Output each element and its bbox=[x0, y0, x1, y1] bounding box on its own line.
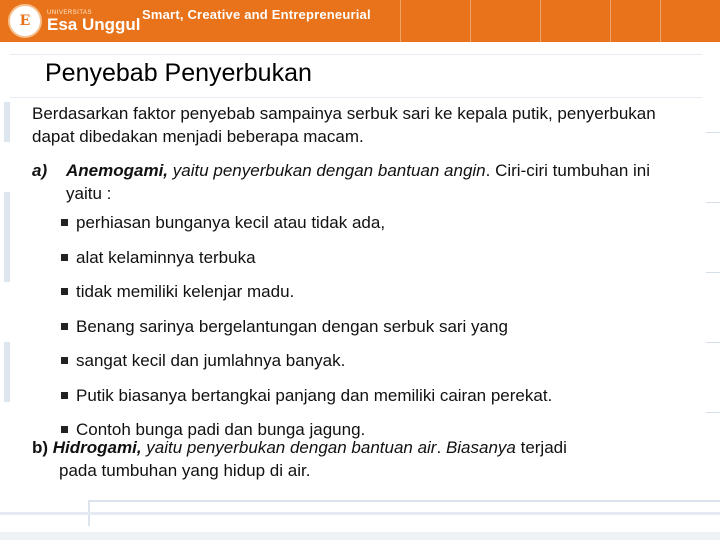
footer-decoration bbox=[0, 500, 720, 540]
bullet-square-icon bbox=[61, 323, 68, 330]
item-a-term: Anemogami, bbox=[66, 161, 169, 180]
bullet-square-icon bbox=[61, 219, 68, 226]
list-item-text: alat kelaminnya terbuka bbox=[76, 247, 256, 267]
emblem-icon: E bbox=[8, 4, 42, 38]
list-item bbox=[60, 315, 552, 350]
header-bar bbox=[0, 0, 720, 42]
bullet-square-icon bbox=[61, 254, 68, 261]
list-item bbox=[60, 246, 552, 281]
left-decoration bbox=[0, 42, 10, 540]
list-item bbox=[60, 349, 552, 384]
item-b-rest: terjadi bbox=[515, 438, 567, 457]
item-a-rest: . Ciri-ciri tumbuhan ini yaitu : bbox=[66, 161, 651, 203]
tagline: Smart, Creative and Entrepreneurial bbox=[142, 7, 371, 22]
item-b-marker: b) bbox=[32, 438, 49, 457]
list-item bbox=[60, 211, 552, 246]
list-item bbox=[60, 384, 552, 419]
characteristics-list bbox=[60, 211, 552, 453]
item-b-definition: yaitu penyerbukan dengan bantuan air bbox=[141, 438, 437, 457]
list-item-text: sangat kecil dan jumlahnya banyak. bbox=[76, 351, 346, 370]
list-item bbox=[60, 280, 552, 315]
intro-paragraph: Berdasarkan faktor penyebab sampainya serbuk sari ke kepala putik, penyerbukan dapat dibedakan menjadi beberapa macam. bbox=[32, 104, 656, 146]
list-item-text: Benang sarinya bergelantungan dengan serbuk sari yang bbox=[76, 316, 508, 336]
list-item-text: Putik biasanya bertangkai panjang dan memiliki cairan perekat. bbox=[76, 385, 553, 405]
item-a-definition: yaitu penyerbukan dengan bantuan angin bbox=[168, 161, 486, 180]
item-b-italic2: Biasanya bbox=[445, 438, 516, 457]
item-b-term: Hidrogami, bbox=[52, 438, 142, 457]
logo-university-label: UNIVERSITAS bbox=[47, 9, 93, 16]
list-item-text: Contoh bunga padi dan bunga jagung. bbox=[76, 420, 366, 439]
item-b-text bbox=[32, 436, 672, 482]
university-logo bbox=[8, 4, 141, 38]
item-a-marker: a) bbox=[32, 161, 48, 180]
bullet-square-icon bbox=[61, 426, 68, 433]
right-decoration bbox=[706, 42, 720, 540]
bullet-square-icon bbox=[61, 357, 68, 364]
item-b-line2: pada tumbuhan yang hidup di air. bbox=[59, 461, 311, 480]
bullet-square-icon bbox=[61, 392, 68, 399]
slide-title: Penyebab Penyerbukan bbox=[45, 59, 312, 87]
list-item-text: tidak memiliki kelenjar madu. bbox=[76, 282, 295, 301]
bullet-square-icon bbox=[61, 288, 68, 295]
item-b-mid: . bbox=[436, 438, 446, 457]
item-a-text bbox=[66, 159, 686, 205]
logo-name: Esa Unggul bbox=[47, 14, 141, 34]
list-item-text: perhiasan bunganya kecil atau tidak ada, bbox=[76, 213, 386, 232]
